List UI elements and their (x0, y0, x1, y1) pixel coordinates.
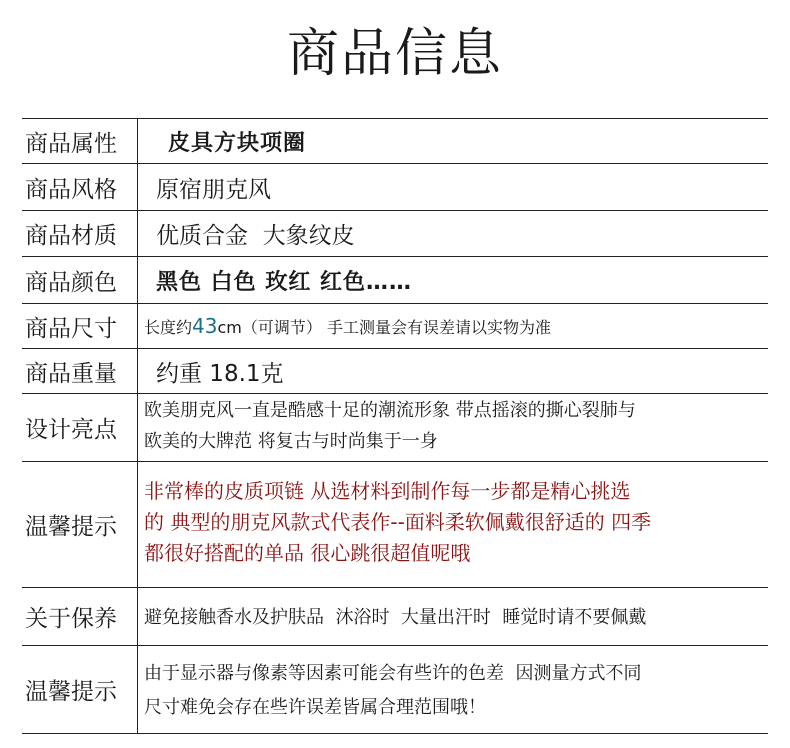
tip-1-line-1: 非常棒的皮质项链 从选材料到制作每一步都是精心挑选 (144, 479, 631, 503)
row-material (22, 211, 768, 257)
value-tip-1 (138, 462, 768, 587)
label-highlight: 设计亮点 (22, 394, 138, 461)
tip-2-line-1: 由于显示器与像素等因素可能会有些许的色差 因测量方式不同 (144, 663, 642, 684)
label-color: 商品颜色 (22, 257, 138, 303)
size-suffix: cm（可调节） 手工测量会有误差请以实物为准 (217, 317, 551, 337)
tip-1-line-2: 的 典型的朋克风款式代表作--面料柔软佩戴很舒适的 四季 (144, 510, 652, 534)
tip-1-line-3: 都很好搭配的单品 很心跳很超值呢哦 (144, 541, 471, 565)
label-tip-1: 温馨提示 (22, 462, 138, 587)
row-tip-2 (22, 646, 768, 734)
size-prefix: 长度约 (144, 317, 193, 337)
label-material: 商品材质 (22, 211, 138, 256)
page-title: 商品信息 (286, 24, 503, 84)
label-style: 商品风格 (22, 164, 138, 210)
value-weight: 约重 18.1克 (156, 360, 284, 387)
label-weight: 商品重量 (22, 349, 138, 393)
size-number: 43 (192, 314, 218, 338)
value-tip-2 (138, 646, 768, 733)
row-size (22, 304, 768, 349)
tip-2-line-2: 尺寸难免会存在些许误差皆属合理范围哦！ (144, 697, 486, 718)
row-care (22, 588, 768, 646)
label-size: 商品尺寸 (22, 304, 138, 348)
row-style (22, 164, 768, 211)
label-care: 关于保养 (22, 588, 138, 645)
highlight-line-2: 欧美的大牌范 将复古与时尚集于一身 (144, 431, 438, 452)
value-attribute: 皮具方块项圈 (168, 130, 307, 156)
value-style: 原宿朋克风 (156, 176, 271, 203)
product-info-table (22, 118, 768, 734)
row-highlight (22, 394, 768, 462)
value-material: 优质合金 大象纹皮 (156, 223, 355, 249)
row-attribute (22, 118, 768, 164)
label-tip-2: 温馨提示 (22, 646, 138, 733)
value-size (138, 304, 768, 348)
value-highlight (138, 394, 768, 461)
row-tip-1 (22, 462, 768, 588)
value-color: 黑色 白色 玫红 红色…… (156, 269, 412, 295)
label-attribute: 商品属性 (22, 119, 138, 163)
value-care: 避免接触香水及护肤品 沐浴时 大量出汗时 睡觉时请不要佩戴 (144, 606, 647, 628)
row-weight (22, 349, 768, 394)
row-color (22, 257, 768, 304)
highlight-line-1: 欧美朋克风一直是酷感十足的潮流形象 带点摇滚的撕心裂肺与 (144, 400, 636, 421)
